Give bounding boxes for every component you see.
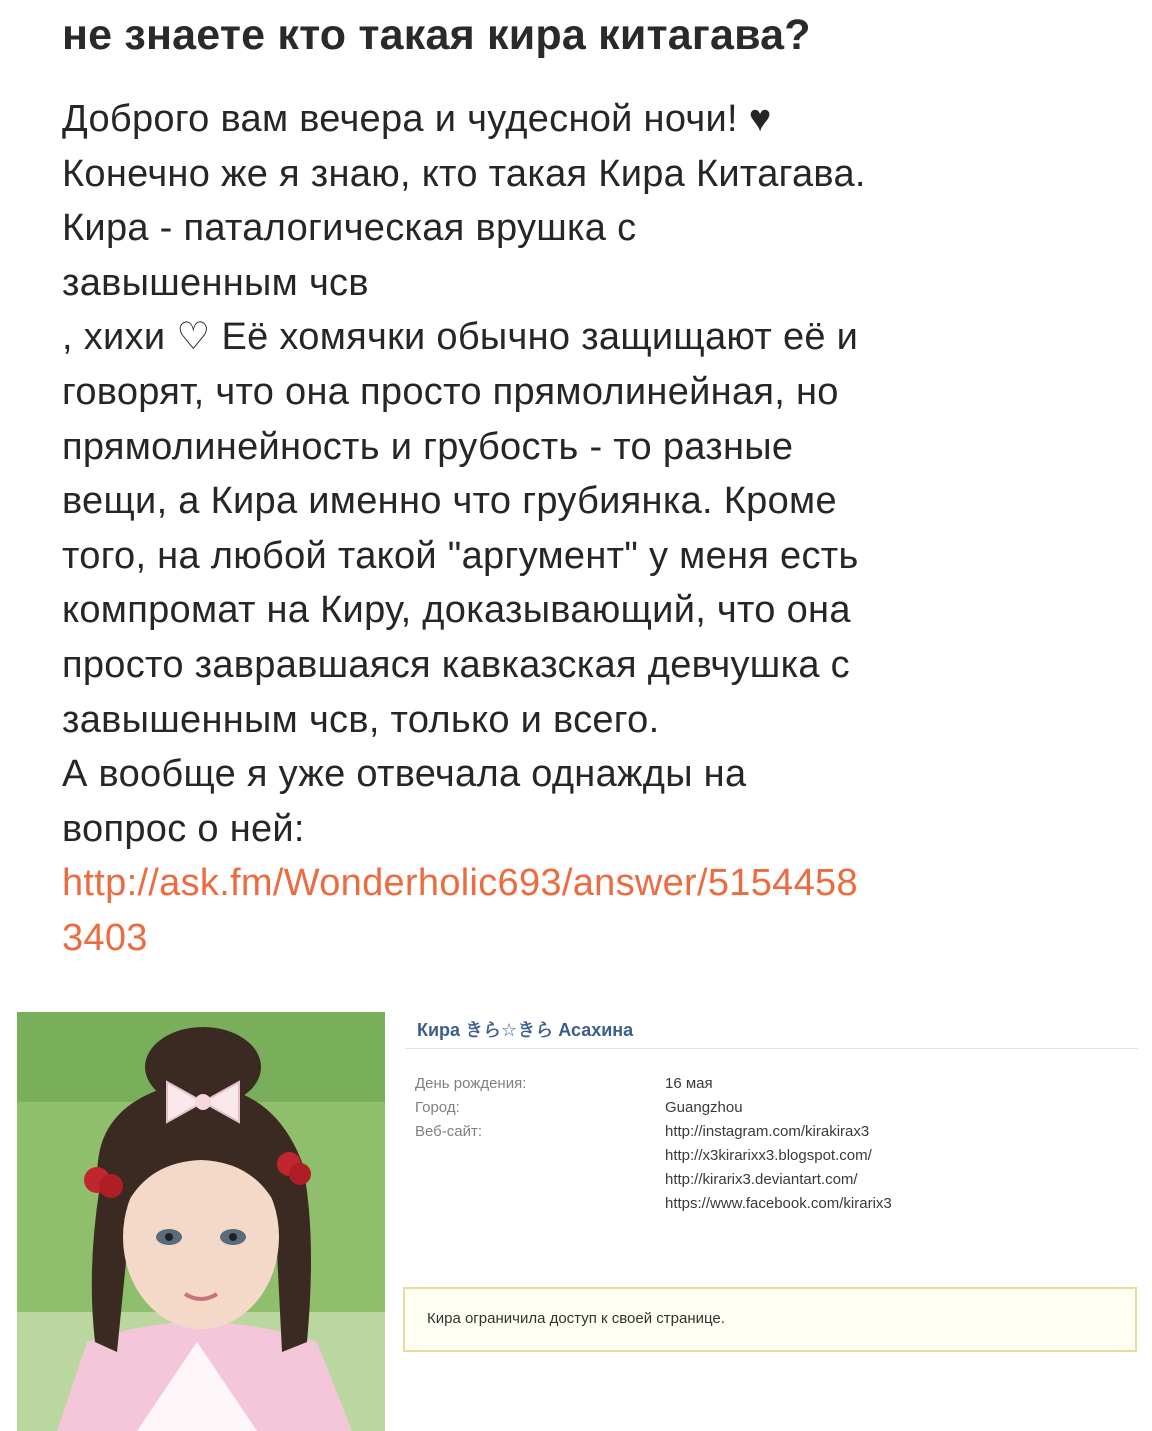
answer-line: компромат на Киру, доказывающий, что она <box>62 589 851 632</box>
answer-line: того, на любой такой "аргумент" у меня есть <box>62 534 859 577</box>
answer-line: , хихи ♡ Её хомячки обычно защищают её и <box>62 316 859 359</box>
website-label: Веб-сайт: <box>415 1123 483 1140</box>
profile-name: Кира きら☆きら Асахина <box>417 1020 634 1040</box>
answer-line: завышенным чсв, только и всего. <box>62 698 660 741</box>
answer-line: Доброго вам вечера и чудесной ночи! ♥ <box>62 98 772 140</box>
answer-line: вещи, а Кира именно что грубиянка. Кроме <box>62 480 837 523</box>
website-link: https://www.facebook.com/kirarix3 <box>665 1195 892 1212</box>
answer-line: завышенным чсв <box>62 261 369 304</box>
answer-line: просто завравшаяся кавказская девчушка с <box>62 643 850 686</box>
answer-line: Кира - паталогическая врушка с <box>62 207 637 250</box>
answer-link-part-1: http://ask.fm/Wonderholic693/answer/5154458 <box>62 862 858 905</box>
birthday-label: День рождения: <box>415 1075 527 1092</box>
city-label: Город: <box>415 1099 460 1116</box>
portrait-illustration <box>17 1012 385 1431</box>
profile-divider <box>405 1048 1138 1049</box>
website-link: http://x3kirarixx3.blogspot.com/ <box>665 1147 872 1164</box>
answer-line: говорят, что она просто прямолинейная, но <box>62 370 839 413</box>
answer-line: вопрос о ней: <box>62 807 305 850</box>
profile-photo <box>17 1012 385 1431</box>
answer-line: Конечно же я знаю, кто такая Кира Китагава. <box>62 152 866 195</box>
answer-line: прямолинейность и грубость - то разные <box>62 425 794 468</box>
website-link: http://kirarix3.deviantart.com/ <box>665 1171 858 1188</box>
answer-link-part-2: 3403 <box>62 916 148 959</box>
question-title: не знаете кто такая кира китагава? <box>62 11 811 59</box>
website-list <box>665 1120 892 1216</box>
website-link: http://instagram.com/kirakirax3 <box>665 1123 870 1140</box>
answer-link[interactable] <box>62 856 1122 965</box>
answer-text <box>62 92 1122 966</box>
profile-screenshot-image <box>17 1012 1142 1431</box>
birthday-value: 16 мая <box>665 1075 713 1092</box>
notice-text: Кира ограничила доступ к своей странице. <box>427 1310 725 1327</box>
city-value: Guangzhou <box>665 1099 743 1116</box>
access-restricted-notice <box>403 1287 1137 1352</box>
answer-line: А вообще я уже отвечала однажды на <box>62 753 747 796</box>
